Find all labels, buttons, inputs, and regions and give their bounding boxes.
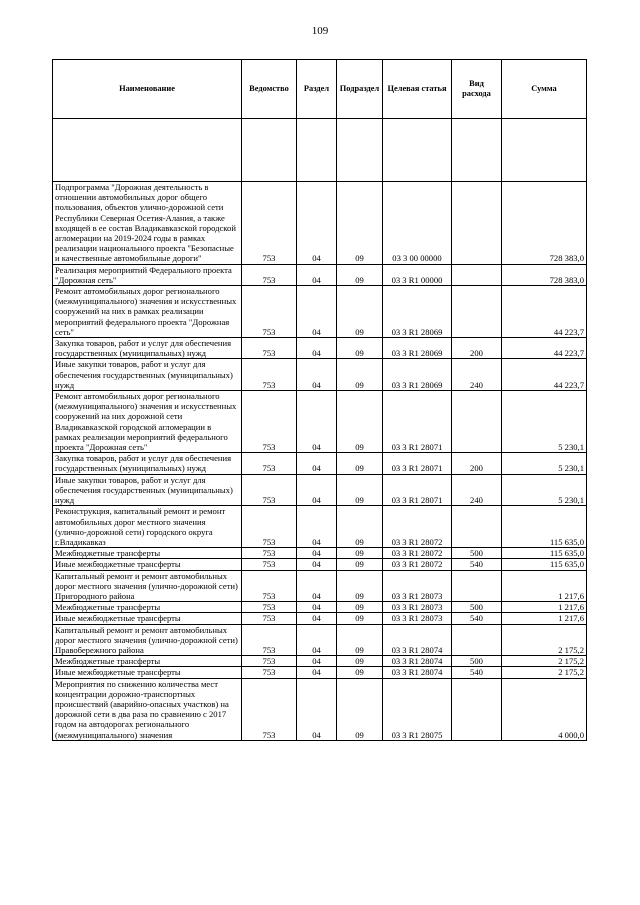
row-department: 753: [242, 602, 297, 613]
row-section: 04: [297, 182, 337, 265]
row-amount: 728 383,0: [502, 182, 587, 265]
table-row: [53, 678, 587, 740]
row-department: 753: [242, 613, 297, 624]
row-subsection: 09: [337, 506, 383, 548]
row-section: 04: [297, 624, 337, 656]
row-target: 03 3 R1 28069: [383, 359, 452, 391]
row-subsection: 09: [337, 338, 383, 359]
row-subsection: 09: [337, 264, 383, 285]
row-section: 04: [297, 474, 337, 506]
row-target: 03 3 R1 28073: [383, 613, 452, 624]
row-amount: 5 230,1: [502, 474, 587, 506]
table-header-row: [53, 60, 587, 119]
row-subsection: 09: [337, 453, 383, 474]
row-amount: 44 223,7: [502, 359, 587, 391]
header-amount: Сумма: [502, 60, 587, 119]
row-section: 04: [297, 506, 337, 548]
row-subsection: 09: [337, 182, 383, 265]
header-name: Наименование: [53, 60, 242, 119]
row-amount: 2 175,2: [502, 667, 587, 678]
row-expense-type: [452, 264, 502, 285]
row-department: 753: [242, 506, 297, 548]
row-name: Капитальный ремонт и ремонт автомобильных дорог местного значения (улично-дорожной сети) Правобережного района: [53, 624, 242, 656]
row-expense-type: 500: [452, 602, 502, 613]
table-row: [53, 559, 587, 570]
row-target: 03 3 R1 28071: [383, 474, 452, 506]
row-target: 03 3 R1 28073: [383, 602, 452, 613]
table-row: [53, 182, 587, 265]
table-row: [53, 391, 587, 453]
row-amount: 728 383,0: [502, 264, 587, 285]
row-name: Ремонт автомобильных дорог регионального (межмуниципального) значения и искусственных сооружений на них в рамках реализации мероприятий федерального проекта "Дорожная сеть": [53, 286, 242, 338]
row-target: 03 3 R1 28072: [383, 548, 452, 559]
table-row: [53, 264, 587, 285]
row-expense-type: 500: [452, 656, 502, 667]
row-section: 04: [297, 602, 337, 613]
row-target: 03 3 R1 28071: [383, 391, 452, 453]
row-expense-type: [452, 624, 502, 656]
empty-cell: [242, 119, 297, 182]
row-expense-type: [452, 506, 502, 548]
header-subsection: Подраздел: [337, 60, 383, 119]
row-subsection: 09: [337, 286, 383, 338]
table-row: [53, 338, 587, 359]
row-subsection: 09: [337, 570, 383, 602]
row-name: Капитальный ремонт и ремонт автомобильных дорог местного значения (улично-дорожной сети) Пригородного района: [53, 570, 242, 602]
row-section: 04: [297, 391, 337, 453]
row-department: 753: [242, 559, 297, 570]
row-expense-type: 200: [452, 453, 502, 474]
row-department: 753: [242, 453, 297, 474]
row-amount: 44 223,7: [502, 286, 587, 338]
row-section: 04: [297, 286, 337, 338]
row-subsection: 09: [337, 602, 383, 613]
row-expense-type: 540: [452, 559, 502, 570]
row-target: 03 3 R1 28074: [383, 624, 452, 656]
empty-cell: [297, 119, 337, 182]
row-subsection: 09: [337, 474, 383, 506]
row-name: Подпрограмма "Дорожная деятельность в отношении автомобильных дорог общего пользования, объектов улично-дорожной сети Республики Северная Осетия-Алания, а также входящей в ее состав Владикавказской городской агломерации на 2019-2024 годы в рамках реализации национального проекта "Безопасные и качественные автомобильные дороги": [53, 182, 242, 265]
row-amount: 5 230,1: [502, 453, 587, 474]
header-department: Ведомство: [242, 60, 297, 119]
row-target: 03 3 R1 28074: [383, 656, 452, 667]
table-row: [53, 602, 587, 613]
row-section: 04: [297, 678, 337, 740]
row-department: 753: [242, 570, 297, 602]
empty-cell: [383, 119, 452, 182]
row-subsection: 09: [337, 548, 383, 559]
empty-cell: [337, 119, 383, 182]
row-amount: 2 175,2: [502, 656, 587, 667]
row-subsection: 09: [337, 559, 383, 570]
table-row: [53, 656, 587, 667]
table-row: [53, 474, 587, 506]
row-name: Иные закупки товаров, работ и услуг для обеспечения государственных (муниципальных) нужд: [53, 474, 242, 506]
row-department: 753: [242, 474, 297, 506]
row-department: 753: [242, 667, 297, 678]
table-row: [53, 624, 587, 656]
row-amount: 1 217,6: [502, 613, 587, 624]
table-row: [53, 667, 587, 678]
row-section: 04: [297, 359, 337, 391]
row-name: Закупка товаров, работ и услуг для обеспечения государственных (муниципальных) нужд: [53, 453, 242, 474]
row-target: 03 3 R1 28071: [383, 453, 452, 474]
row-name: Реконструкция, капитальный ремонт и ремонт автомобильных дорог местного значения (улично-дорожной сети) городского округа г.Владикавказ: [53, 506, 242, 548]
row-name: Мероприятия по снижению количества мест концентрации дорожно-транспортных происшествий (аварийно-опасных участков) на дорожной сети в два раза по сравнению с 2017 годом на автодорогах регионального (межмуниципального) значения: [53, 678, 242, 740]
row-amount: 1 217,6: [502, 602, 587, 613]
row-amount: 5 230,1: [502, 391, 587, 453]
budget-table: [52, 59, 587, 741]
row-department: 753: [242, 182, 297, 265]
row-amount: 115 635,0: [502, 559, 587, 570]
row-expense-type: 240: [452, 474, 502, 506]
row-target: 03 3 R1 28069: [383, 338, 452, 359]
row-subsection: 09: [337, 359, 383, 391]
row-amount: 115 635,0: [502, 506, 587, 548]
row-name: Межбюджетные трансферты: [53, 656, 242, 667]
row-name: Иные межбюджетные трансферты: [53, 613, 242, 624]
row-target: 03 3 R1 28072: [383, 506, 452, 548]
row-section: 04: [297, 667, 337, 678]
row-name: Межбюджетные трансферты: [53, 548, 242, 559]
table-row: [53, 359, 587, 391]
header-expense-type: Вид расхода: [452, 60, 502, 119]
page-number: 109: [311, 25, 329, 37]
row-expense-type: 500: [452, 548, 502, 559]
row-amount: 2 175,2: [502, 624, 587, 656]
row-department: 753: [242, 264, 297, 285]
table-row: [53, 453, 587, 474]
row-name: Ремонт автомобильных дорог регионального (межмуниципального) значения и искусственных сооружений на них дорожной сети Владикавказской городской агломерации в рамках реализации мероприятий федерального проекта "Дорожная сеть": [53, 391, 242, 453]
row-subsection: 09: [337, 391, 383, 453]
row-subsection: 09: [337, 656, 383, 667]
empty-cell: [53, 119, 242, 182]
row-target: 03 3 R1 28075: [383, 678, 452, 740]
row-section: 04: [297, 559, 337, 570]
empty-row: [53, 119, 587, 182]
row-name: Иные межбюджетные трансферты: [53, 559, 242, 570]
row-department: 753: [242, 286, 297, 338]
row-expense-type: [452, 678, 502, 740]
row-subsection: 09: [337, 613, 383, 624]
row-target: 03 3 00 00000: [383, 182, 452, 265]
table-row: [53, 286, 587, 338]
row-department: 753: [242, 624, 297, 656]
row-amount: 115 635,0: [502, 548, 587, 559]
row-department: 753: [242, 338, 297, 359]
row-section: 04: [297, 613, 337, 624]
table-row: [53, 548, 587, 559]
table-row: [53, 570, 587, 602]
row-target: 03 3 R1 00000: [383, 264, 452, 285]
row-name: Закупка товаров, работ и услуг для обеспечения государственных (муниципальных) нужд: [53, 338, 242, 359]
table-row: [53, 613, 587, 624]
row-department: 753: [242, 391, 297, 453]
header-target: Целевая статья: [383, 60, 452, 119]
row-department: 753: [242, 656, 297, 667]
row-name: Реализация мероприятий Федерального проекта "Дорожная сеть": [53, 264, 242, 285]
row-department: 753: [242, 548, 297, 559]
empty-cell: [502, 119, 587, 182]
row-amount: 1 217,6: [502, 570, 587, 602]
row-expense-type: [452, 286, 502, 338]
row-section: 04: [297, 656, 337, 667]
table-row: [53, 506, 587, 548]
row-section: 04: [297, 453, 337, 474]
row-target: 03 3 R1 28073: [383, 570, 452, 602]
row-amount: 4 000,0: [502, 678, 587, 740]
row-expense-type: [452, 182, 502, 265]
row-expense-type: 200: [452, 338, 502, 359]
row-section: 04: [297, 264, 337, 285]
row-department: 753: [242, 678, 297, 740]
row-name: Иные закупки товаров, работ и услуг для обеспечения государственных (муниципальных) нужд: [53, 359, 242, 391]
row-expense-type: [452, 391, 502, 453]
row-section: 04: [297, 548, 337, 559]
row-expense-type: 540: [452, 613, 502, 624]
row-name: Межбюджетные трансферты: [53, 602, 242, 613]
row-section: 04: [297, 338, 337, 359]
row-name: Иные межбюджетные трансферты: [53, 667, 242, 678]
row-subsection: 09: [337, 678, 383, 740]
row-subsection: 09: [337, 667, 383, 678]
row-subsection: 09: [337, 624, 383, 656]
header-section: Раздел: [297, 60, 337, 119]
row-target: 03 3 R1 28074: [383, 667, 452, 678]
row-expense-type: [452, 570, 502, 602]
row-target: 03 3 R1 28069: [383, 286, 452, 338]
empty-cell: [452, 119, 502, 182]
row-department: 753: [242, 359, 297, 391]
row-target: 03 3 R1 28072: [383, 559, 452, 570]
row-expense-type: 540: [452, 667, 502, 678]
row-section: 04: [297, 570, 337, 602]
row-amount: 44 223,7: [502, 338, 587, 359]
row-expense-type: 240: [452, 359, 502, 391]
